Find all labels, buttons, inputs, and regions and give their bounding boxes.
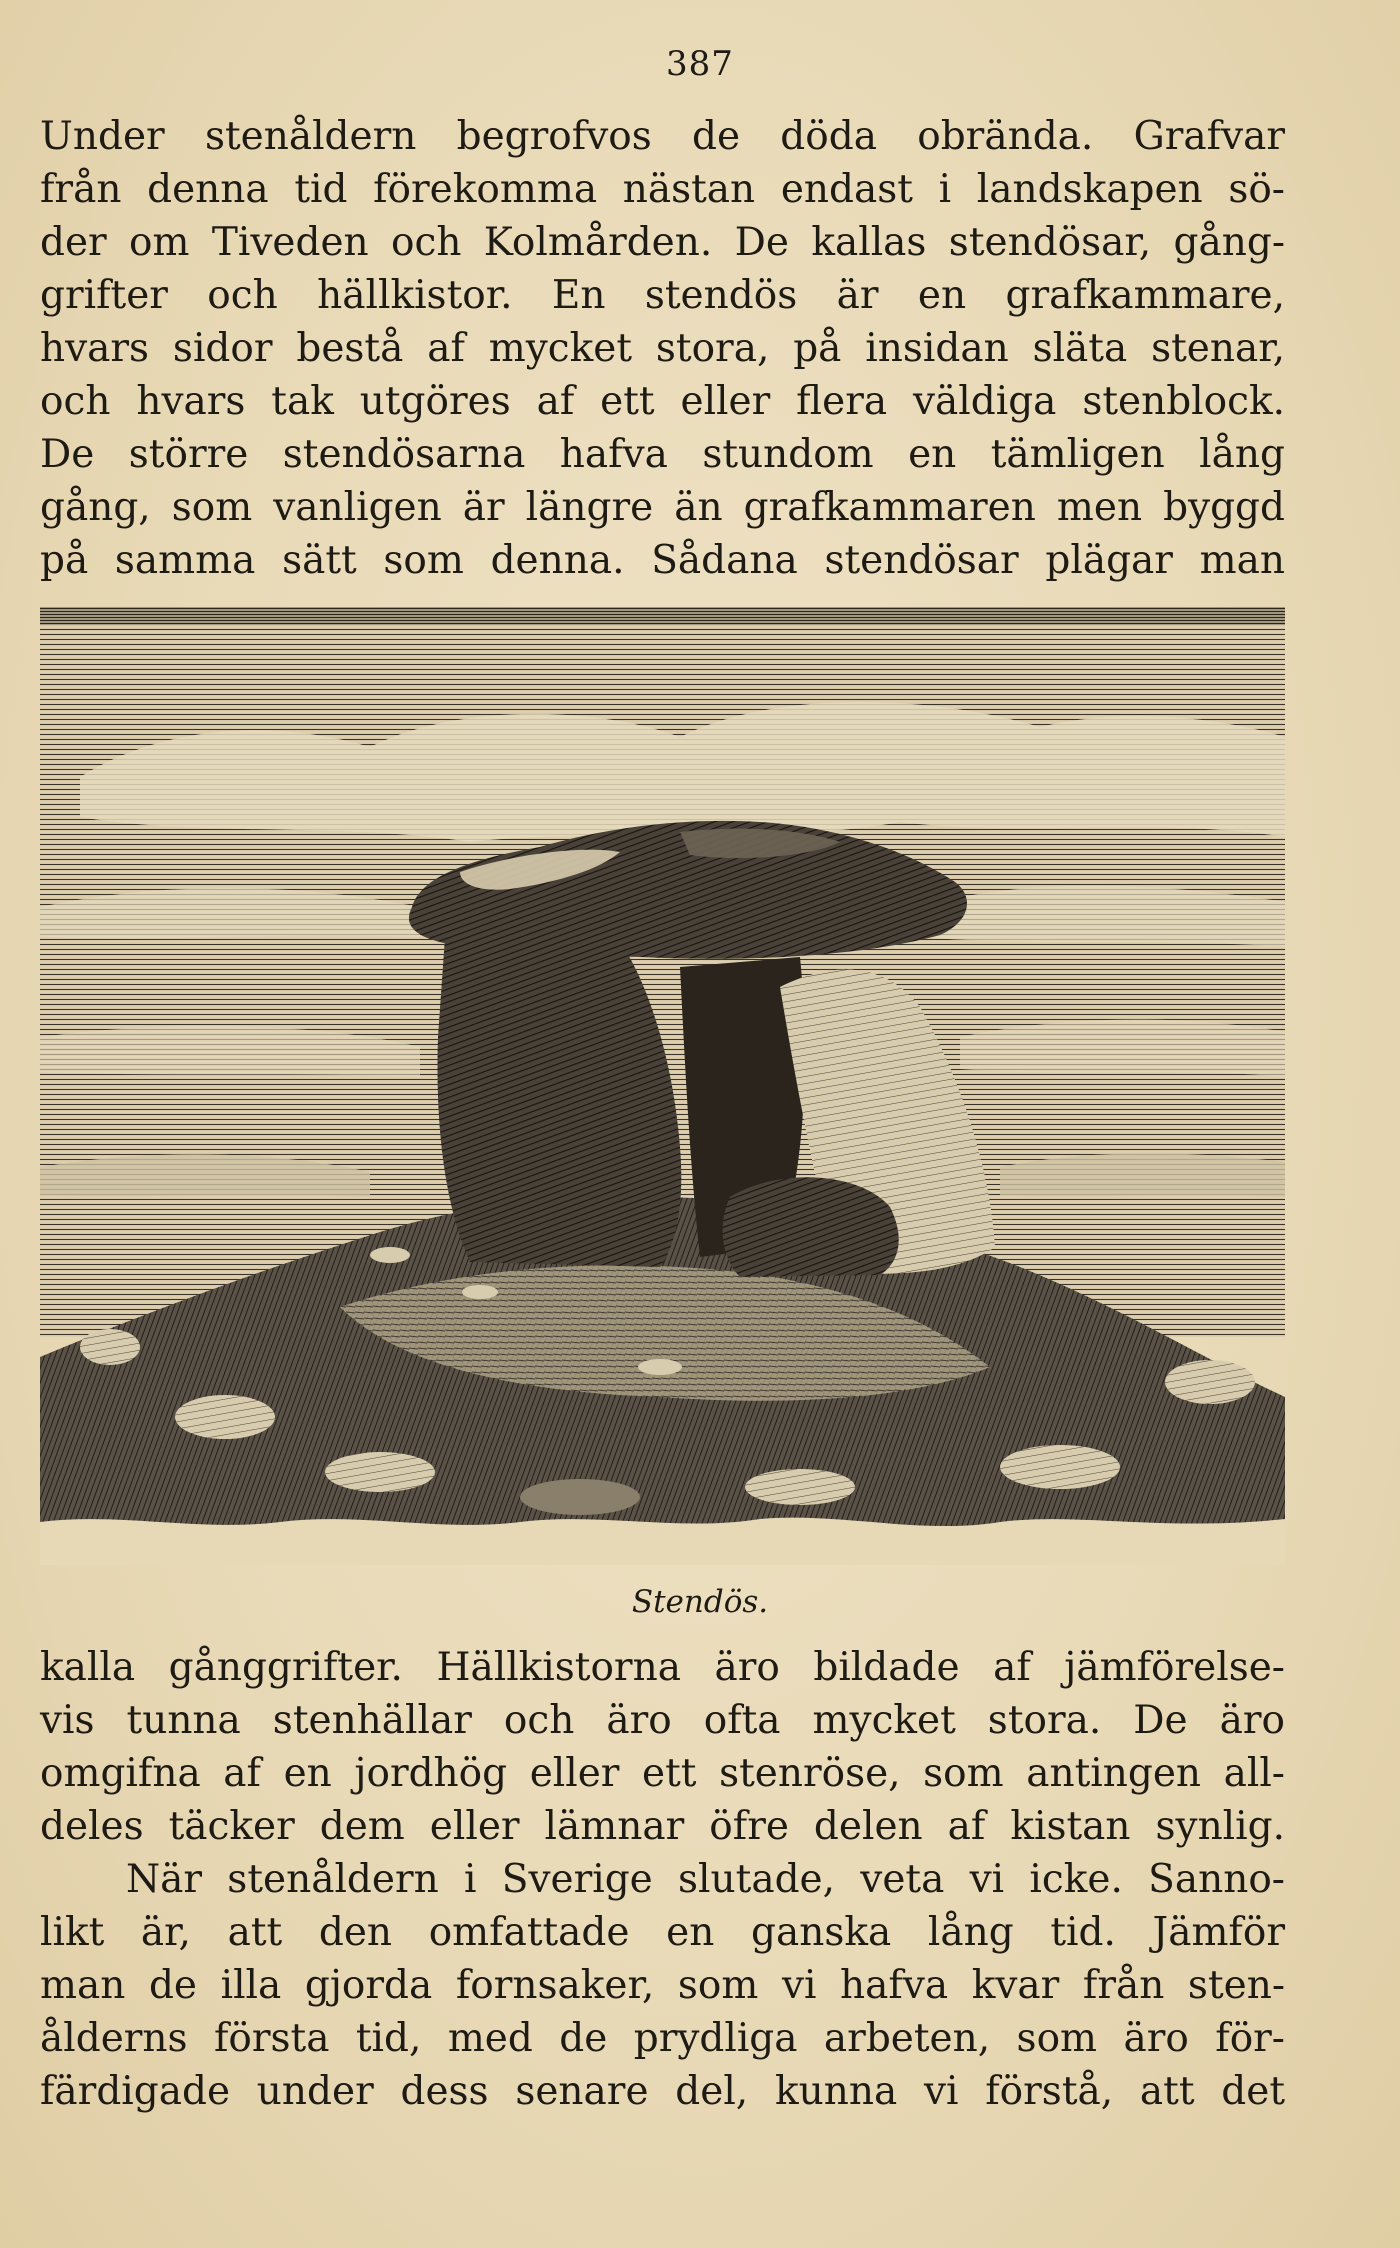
figure-caption: Stendös. <box>631 1584 769 1620</box>
text-line: deles täcker dem eller lämnar öfre delen af kistan synlig. <box>40 1804 1285 1849</box>
paragraph-bottom <box>40 1641 1285 2118</box>
text-line: der om Tiveden och Kolmården. De kallas stendösar, gång- <box>40 220 1285 265</box>
text-line: hvars sidor bestå af mycket stora, på insidan släta stenar, <box>40 326 1285 371</box>
text-line: De större stendösarna hafva stundom en tämligen lång <box>40 432 1285 477</box>
text-line: grifter och hällkistor. En stendös är en grafkammare, <box>40 273 1285 318</box>
text-line: ålderns första tid, med de prydliga arbeten, som äro för- <box>40 2016 1285 2061</box>
text-line: på samma sätt som denna. Sådana stendösar plägar man <box>40 538 1285 583</box>
dolmen-engraving <box>40 607 1285 1565</box>
text-line: man de illa gjorda fornsaker, som vi hafva kvar från sten- <box>40 1963 1285 2008</box>
text-line: och hvars tak utgöres af ett eller flera väldiga stenblock. <box>40 379 1285 424</box>
text-line: vis tunna stenhällar och äro ofta mycket stora. De äro <box>40 1698 1285 1743</box>
text-line: likt är, att den omfattade en ganska lång tid. Jämför <box>40 1910 1285 1955</box>
text-line: När stenåldern i Sverige slutade, veta vi icke. Sanno- <box>126 1857 1285 1902</box>
text-line: gång, som vanligen är längre än grafkammaren men byggd <box>40 485 1285 530</box>
text-line: från denna tid förekomma nästan endast i landskapen sö- <box>40 167 1285 212</box>
paragraph-top <box>40 110 1285 587</box>
page-number: 387 <box>666 44 734 84</box>
text-line: Under stenåldern begrofvos de döda obrända. Grafvar <box>40 114 1285 159</box>
text-line: omgifna af en jordhög eller ett stenröse, som antingen all- <box>40 1751 1285 1796</box>
text-line: färdigade under dess senare del, kunna vi förstå, att det <box>40 2069 1285 2114</box>
text-line: kalla gånggrifter. Hällkistorna äro bildade af jämförelse- <box>40 1645 1285 1690</box>
